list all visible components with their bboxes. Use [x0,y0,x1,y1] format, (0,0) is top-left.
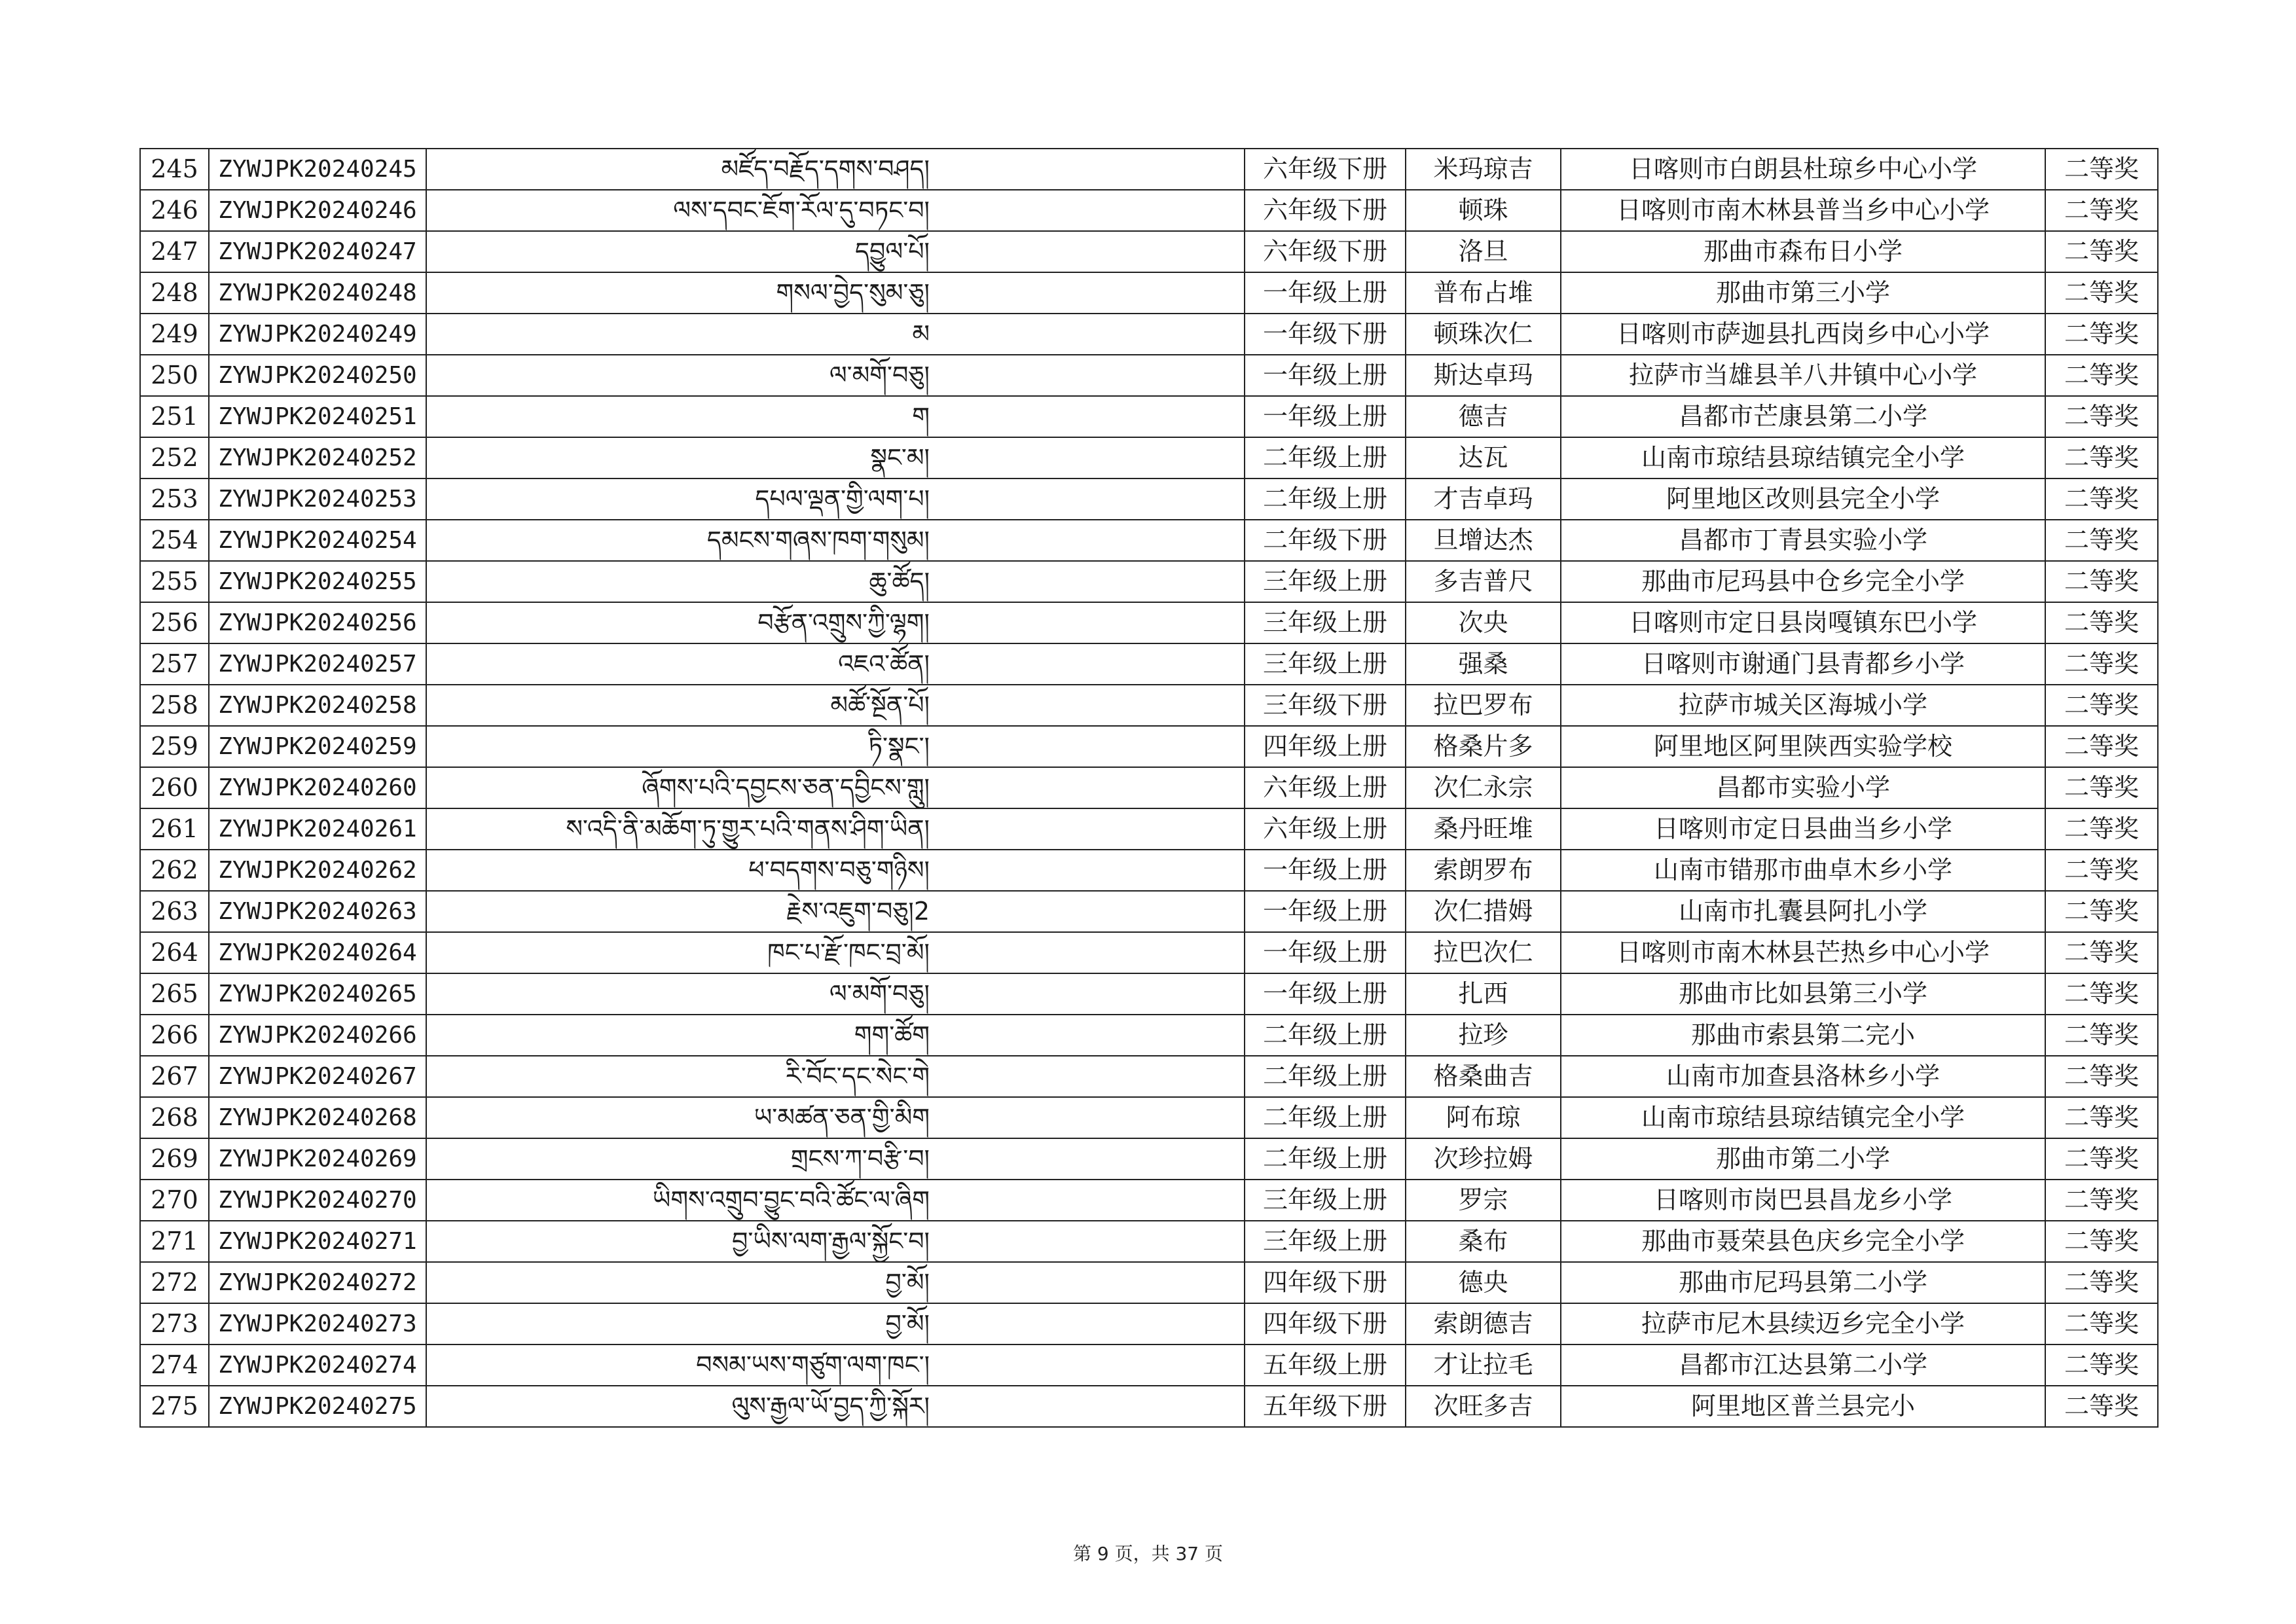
row-number-cell: 253 [140,478,209,520]
school-name-cell: 那曲市尼玛县第二小学 [1561,1262,2045,1303]
lesson-title-cell: ཞོགས་པའི་དབྱངས་ཅན་དབྱིངས་གླུ། [426,767,1245,808]
table-row [140,1386,2158,1427]
teacher-name-cell: 德央 [1406,1262,1561,1303]
page-footer: 第 9 页，共 37 页 [1072,1543,1224,1564]
entry-code-cell: ZYWJPK20240272 [209,1262,426,1303]
award-level-cell: 二等奖 [2045,149,2158,190]
lesson-title-cell: ལས་དབང་ཇོག་རོལ་དུ་བཏང་བ། [426,190,1245,231]
row-number-cell: 246 [140,190,209,231]
entry-code-cell: ZYWJPK20240263 [209,891,426,932]
award-level-cell: 二等奖 [2045,767,2158,808]
table-row [140,190,2158,231]
award-level-cell: 二等奖 [2045,1303,2158,1344]
row-number-cell: 258 [140,685,209,726]
school-name-cell: 昌都市江达县第二小学 [1561,1344,2045,1386]
entry-code-cell: ZYWJPK20240255 [209,561,426,602]
row-number-cell: 263 [140,891,209,932]
lesson-title-cell: མཛོད་བརྗོད་དགས་བཤད། [426,149,1245,190]
school-name-cell: 那曲市尼玛县中仓乡完全小学 [1561,561,2045,602]
table-row [140,561,2158,602]
row-number-cell: 272 [140,1262,209,1303]
table-row [140,643,2158,685]
lesson-title-cell: གྲངས་ཀ་བརྩི་བ། [426,1138,1245,1180]
grade-volume-cell: 一年级上册 [1245,891,1406,932]
lesson-title-cell: ལ་མགོ་བཅུ། [426,973,1245,1015]
row-number-cell: 267 [140,1056,209,1097]
entry-code-cell: ZYWJPK20240254 [209,520,426,561]
school-name-cell: 那曲市索县第二完小 [1561,1015,2045,1056]
entry-code-cell: ZYWJPK20240273 [209,1303,426,1344]
award-level-cell: 二等奖 [2045,643,2158,685]
grade-volume-cell: 二年级上册 [1245,1097,1406,1138]
table-row [140,520,2158,561]
lesson-title-cell: རི་བོང་དང་སེང་གེ [426,1056,1245,1097]
lesson-title-cell: ལ་མགོ་བཅུ། [426,355,1245,396]
entry-code-cell: ZYWJPK20240259 [209,726,426,767]
award-level-cell: 二等奖 [2045,726,2158,767]
teacher-name-cell: 顿珠次仁 [1406,314,1561,355]
school-name-cell: 那曲市森布日小学 [1561,231,2045,272]
award-level-cell: 二等奖 [2045,561,2158,602]
school-name-cell: 那曲市第二小学 [1561,1138,2045,1180]
school-name-cell: 日喀则市定日县岗嘎镇东巴小学 [1561,602,2045,643]
lesson-title-cell: འཇའ་ཚོན། [426,643,1245,685]
lesson-title-cell: ཡིགས་འགྲུབ་བྱུང་བའི་ཚོང་ལ་ཞིག [426,1180,1245,1221]
teacher-name-cell: 顿珠 [1406,190,1561,231]
table-row [140,850,2158,891]
entry-code-cell: ZYWJPK20240271 [209,1221,426,1262]
award-level-cell: 二等奖 [2045,973,2158,1015]
row-number-cell: 251 [140,396,209,437]
award-level-cell: 二等奖 [2045,1180,2158,1221]
table-row [140,272,2158,314]
school-name-cell: 山南市扎囊县阿扎小学 [1561,891,2045,932]
award-level-cell: 二等奖 [2045,1344,2158,1386]
grade-volume-cell: 六年级上册 [1245,808,1406,850]
lesson-title-cell: རྗེས་འཇུག་བཅུ།2 [426,891,1245,932]
teacher-name-cell: 次珍拉姆 [1406,1138,1561,1180]
grade-volume-cell: 三年级上册 [1245,1221,1406,1262]
teacher-name-cell: 次央 [1406,602,1561,643]
grade-volume-cell: 二年级上册 [1245,1138,1406,1180]
lesson-title-cell: གསལ་བྱེད་སུམ་ཅུ། [426,272,1245,314]
lesson-title-cell: དཔལ་ལྡན་གྱི་ལག་པ། [426,478,1245,520]
table-row [140,1344,2158,1386]
entry-code-cell: ZYWJPK20240250 [209,355,426,396]
grade-volume-cell: 四年级下册 [1245,1303,1406,1344]
lesson-title-cell: བསམ་ཡས་གཙུག་ལག་ཁང་། [426,1344,1245,1386]
teacher-name-cell: 德吉 [1406,396,1561,437]
grade-volume-cell: 四年级下册 [1245,1262,1406,1303]
award-level-cell: 二等奖 [2045,314,2158,355]
school-name-cell: 拉萨市尼木县续迈乡完全小学 [1561,1303,2045,1344]
grade-volume-cell: 二年级上册 [1245,437,1406,478]
teacher-name-cell: 次旺多吉 [1406,1386,1561,1427]
award-level-cell: 二等奖 [2045,1056,2158,1097]
award-level-cell: 二等奖 [2045,1262,2158,1303]
award-level-cell: 二等奖 [2045,437,2158,478]
award-level-cell: 二等奖 [2045,602,2158,643]
entry-code-cell: ZYWJPK20240275 [209,1386,426,1427]
grade-volume-cell: 二年级上册 [1245,478,1406,520]
teacher-name-cell: 拉巴罗布 [1406,685,1561,726]
award-level-cell: 二等奖 [2045,231,2158,272]
row-number-cell: 274 [140,1344,209,1386]
teacher-name-cell: 才吉卓玛 [1406,478,1561,520]
entry-code-cell: ZYWJPK20240245 [209,149,426,190]
entry-code-cell: ZYWJPK20240270 [209,1180,426,1221]
teacher-name-cell: 洛旦 [1406,231,1561,272]
grade-volume-cell: 一年级上册 [1245,396,1406,437]
lesson-title-cell: ཆུ་ཚོད། [426,561,1245,602]
school-name-cell: 拉萨市当雄县羊八井镇中心小学 [1561,355,2045,396]
entry-code-cell: ZYWJPK20240248 [209,272,426,314]
awards-table [139,148,2159,1428]
grade-volume-cell: 五年级下册 [1245,1386,1406,1427]
school-name-cell: 拉萨市城关区海城小学 [1561,685,2045,726]
school-name-cell: 阿里地区阿里陕西实验学校 [1561,726,2045,767]
teacher-name-cell: 达瓦 [1406,437,1561,478]
award-level-cell: 二等奖 [2045,1138,2158,1180]
grade-volume-cell: 六年级上册 [1245,767,1406,808]
table-row [140,355,2158,396]
entry-code-cell: ZYWJPK20240269 [209,1138,426,1180]
school-name-cell: 日喀则市岗巴县昌龙乡小学 [1561,1180,2045,1221]
table-row [140,231,2158,272]
table-row [140,314,2158,355]
lesson-title-cell: ཁང་པ་རྫོ་ཁང་བྲ་མོ། [426,932,1245,973]
school-name-cell: 山南市琼结县琼结镇完全小学 [1561,1097,2045,1138]
school-name-cell: 日喀则市定日县曲当乡小学 [1561,808,2045,850]
grade-volume-cell: 六年级下册 [1245,149,1406,190]
teacher-name-cell: 格桑片多 [1406,726,1561,767]
entry-code-cell: ZYWJPK20240261 [209,808,426,850]
row-number-cell: 261 [140,808,209,850]
award-level-cell: 二等奖 [2045,932,2158,973]
table-row [140,808,2158,850]
lesson-title-cell: བྱ་ཡིས་ལག་རྒྱལ་སྐྱོང་བ། [426,1221,1245,1262]
row-number-cell: 275 [140,1386,209,1427]
row-number-cell: 270 [140,1180,209,1221]
school-name-cell: 山南市琼结县琼结镇完全小学 [1561,437,2045,478]
row-number-cell: 255 [140,561,209,602]
lesson-title-cell: མཚོ་སྔོན་པོ། [426,685,1245,726]
teacher-name-cell: 次仁永宗 [1406,767,1561,808]
school-name-cell: 山南市错那市曲卓木乡小学 [1561,850,2045,891]
table-row [140,396,2158,437]
school-name-cell: 阿里地区改则县完全小学 [1561,478,2045,520]
school-name-cell: 日喀则市白朗县杜琼乡中心小学 [1561,149,2045,190]
teacher-name-cell: 斯达卓玛 [1406,355,1561,396]
award-level-cell: 二等奖 [2045,1015,2158,1056]
lesson-title-cell: ཏི་སྣང་། [426,726,1245,767]
school-name-cell: 那曲市比如县第三小学 [1561,973,2045,1015]
entry-code-cell: ZYWJPK20240247 [209,231,426,272]
lesson-title-cell: དབྱུལ་པོ། [426,231,1245,272]
teacher-name-cell: 扎西 [1406,973,1561,1015]
table-row [140,437,2158,478]
teacher-name-cell: 次仁措姆 [1406,891,1561,932]
row-number-cell: 259 [140,726,209,767]
table-row [140,602,2158,643]
school-name-cell: 日喀则市谢通门县青都乡小学 [1561,643,2045,685]
entry-code-cell: ZYWJPK20240265 [209,973,426,1015]
entry-code-cell: ZYWJPK20240251 [209,396,426,437]
table-row [140,1180,2158,1221]
grade-volume-cell: 二年级上册 [1245,1056,1406,1097]
grade-volume-cell: 三年级上册 [1245,602,1406,643]
entry-code-cell: ZYWJPK20240258 [209,685,426,726]
teacher-name-cell: 罗宗 [1406,1180,1561,1221]
school-name-cell: 昌都市芒康县第二小学 [1561,396,2045,437]
row-number-cell: 247 [140,231,209,272]
grade-volume-cell: 一年级上册 [1245,973,1406,1015]
grade-volume-cell: 一年级上册 [1245,272,1406,314]
grade-volume-cell: 五年级上册 [1245,1344,1406,1386]
entry-code-cell: ZYWJPK20240246 [209,190,426,231]
lesson-title-cell: གག་ཚོག [426,1015,1245,1056]
grade-volume-cell: 三年级上册 [1245,643,1406,685]
row-number-cell: 252 [140,437,209,478]
table-row [140,1056,2158,1097]
lesson-title-cell: ལུས་རྒྱལ་ཡོ་བྱད་ཀྱི་སྐོར། [426,1386,1245,1427]
table-row [140,149,2158,190]
award-level-cell: 二等奖 [2045,1386,2158,1427]
table-row [140,1221,2158,1262]
award-level-cell: 二等奖 [2045,850,2158,891]
teacher-name-cell: 拉巴次仁 [1406,932,1561,973]
teacher-name-cell: 旦增达杰 [1406,520,1561,561]
award-level-cell: 二等奖 [2045,396,2158,437]
lesson-title-cell: བརྩོན་འགྲུས་ཀྱི་ལྷག། [426,602,1245,643]
grade-volume-cell: 六年级下册 [1245,190,1406,231]
row-number-cell: 266 [140,1015,209,1056]
grade-volume-cell: 二年级上册 [1245,1015,1406,1056]
entry-code-cell: ZYWJPK20240256 [209,602,426,643]
award-level-cell: 二等奖 [2045,685,2158,726]
entry-code-cell: ZYWJPK20240274 [209,1344,426,1386]
entry-code-cell: ZYWJPK20240253 [209,478,426,520]
table-row [140,1138,2158,1180]
grade-volume-cell: 六年级下册 [1245,231,1406,272]
entry-code-cell: ZYWJPK20240266 [209,1015,426,1056]
teacher-name-cell: 索朗德吉 [1406,1303,1561,1344]
row-number-cell: 256 [140,602,209,643]
row-number-cell: 271 [140,1221,209,1262]
entry-code-cell: ZYWJPK20240252 [209,437,426,478]
lesson-title-cell: མ [426,314,1245,355]
grade-volume-cell: 四年级上册 [1245,726,1406,767]
row-number-cell: 249 [140,314,209,355]
table-row [140,685,2158,726]
lesson-title-cell: ག [426,396,1245,437]
award-level-cell: 二等奖 [2045,808,2158,850]
table-row [140,767,2158,808]
grade-volume-cell: 三年级下册 [1245,685,1406,726]
lesson-title-cell: སྣང་མ། [426,437,1245,478]
row-number-cell: 260 [140,767,209,808]
entry-code-cell: ZYWJPK20240262 [209,850,426,891]
table-row [140,973,2158,1015]
grade-volume-cell: 一年级下册 [1245,314,1406,355]
school-name-cell: 那曲市聂荣县色庆乡完全小学 [1561,1221,2045,1262]
lesson-title-cell: དམངས་གཞས་ཁག་གསུམ། [426,520,1245,561]
row-number-cell: 269 [140,1138,209,1180]
award-level-cell: 二等奖 [2045,520,2158,561]
row-number-cell: 265 [140,973,209,1015]
table-row [140,1262,2158,1303]
school-name-cell: 昌都市实验小学 [1561,767,2045,808]
award-level-cell: 二等奖 [2045,190,2158,231]
teacher-name-cell: 桑布 [1406,1221,1561,1262]
school-name-cell: 山南市加查县洛林乡小学 [1561,1056,2045,1097]
award-level-cell: 二等奖 [2045,355,2158,396]
table-row [140,1303,2158,1344]
school-name-cell: 昌都市丁青县实验小学 [1561,520,2045,561]
award-level-cell: 二等奖 [2045,891,2158,932]
award-level-cell: 二等奖 [2045,1221,2158,1262]
table-row [140,478,2158,520]
teacher-name-cell: 拉珍 [1406,1015,1561,1056]
row-number-cell: 257 [140,643,209,685]
grade-volume-cell: 一年级上册 [1245,355,1406,396]
teacher-name-cell: 才让拉毛 [1406,1344,1561,1386]
row-number-cell: 250 [140,355,209,396]
school-name-cell: 那曲市第三小学 [1561,272,2045,314]
grade-volume-cell: 二年级下册 [1245,520,1406,561]
entry-code-cell: ZYWJPK20240249 [209,314,426,355]
teacher-name-cell: 格桑曲吉 [1406,1056,1561,1097]
entry-code-cell: ZYWJPK20240268 [209,1097,426,1138]
lesson-title-cell: ཡ་མཚན་ཅན་གྱི་མིག [426,1097,1245,1138]
grade-volume-cell: 三年级上册 [1245,1180,1406,1221]
school-name-cell: 日喀则市南木林县普当乡中心小学 [1561,190,2045,231]
table-row [140,1015,2158,1056]
table-row [140,726,2158,767]
row-number-cell: 264 [140,932,209,973]
grade-volume-cell: 一年级上册 [1245,850,1406,891]
award-level-cell: 二等奖 [2045,478,2158,520]
teacher-name-cell: 阿布琼 [1406,1097,1561,1138]
school-name-cell: 阿里地区普兰县完小 [1561,1386,2045,1427]
grade-volume-cell: 一年级上册 [1245,932,1406,973]
row-number-cell: 262 [140,850,209,891]
teacher-name-cell: 米玛琼吉 [1406,149,1561,190]
row-number-cell: 254 [140,520,209,561]
lesson-title-cell: བྱ་མོ། [426,1303,1245,1344]
lesson-title-cell: ས་འདི་ནི་མཆོག་ཏུ་གྱུར་པའི་གནས་ཤིག་ཡིན། [426,808,1245,850]
lesson-title-cell: ཕ་བདགས་བཅུ་གཉིས། [426,850,1245,891]
table-row [140,932,2158,973]
award-level-cell: 二等奖 [2045,1097,2158,1138]
teacher-name-cell: 多吉普尺 [1406,561,1561,602]
row-number-cell: 273 [140,1303,209,1344]
award-level-cell: 二等奖 [2045,272,2158,314]
teacher-name-cell: 索朗罗布 [1406,850,1561,891]
teacher-name-cell: 桑丹旺堆 [1406,808,1561,850]
entry-code-cell: ZYWJPK20240257 [209,643,426,685]
table-row [140,1097,2158,1138]
row-number-cell: 268 [140,1097,209,1138]
teacher-name-cell: 普布占堆 [1406,272,1561,314]
entry-code-cell: ZYWJPK20240264 [209,932,426,973]
row-number-cell: 245 [140,149,209,190]
table-row [140,891,2158,932]
lesson-title-cell: བྱ་མོ། [426,1262,1245,1303]
school-name-cell: 日喀则市萨迦县扎西岗乡中心小学 [1561,314,2045,355]
awards-table-body [140,149,2158,1427]
teacher-name-cell: 强桑 [1406,643,1561,685]
entry-code-cell: ZYWJPK20240260 [209,767,426,808]
entry-code-cell: ZYWJPK20240267 [209,1056,426,1097]
row-number-cell: 248 [140,272,209,314]
grade-volume-cell: 三年级上册 [1245,561,1406,602]
school-name-cell: 日喀则市南木林县芒热乡中心小学 [1561,932,2045,973]
